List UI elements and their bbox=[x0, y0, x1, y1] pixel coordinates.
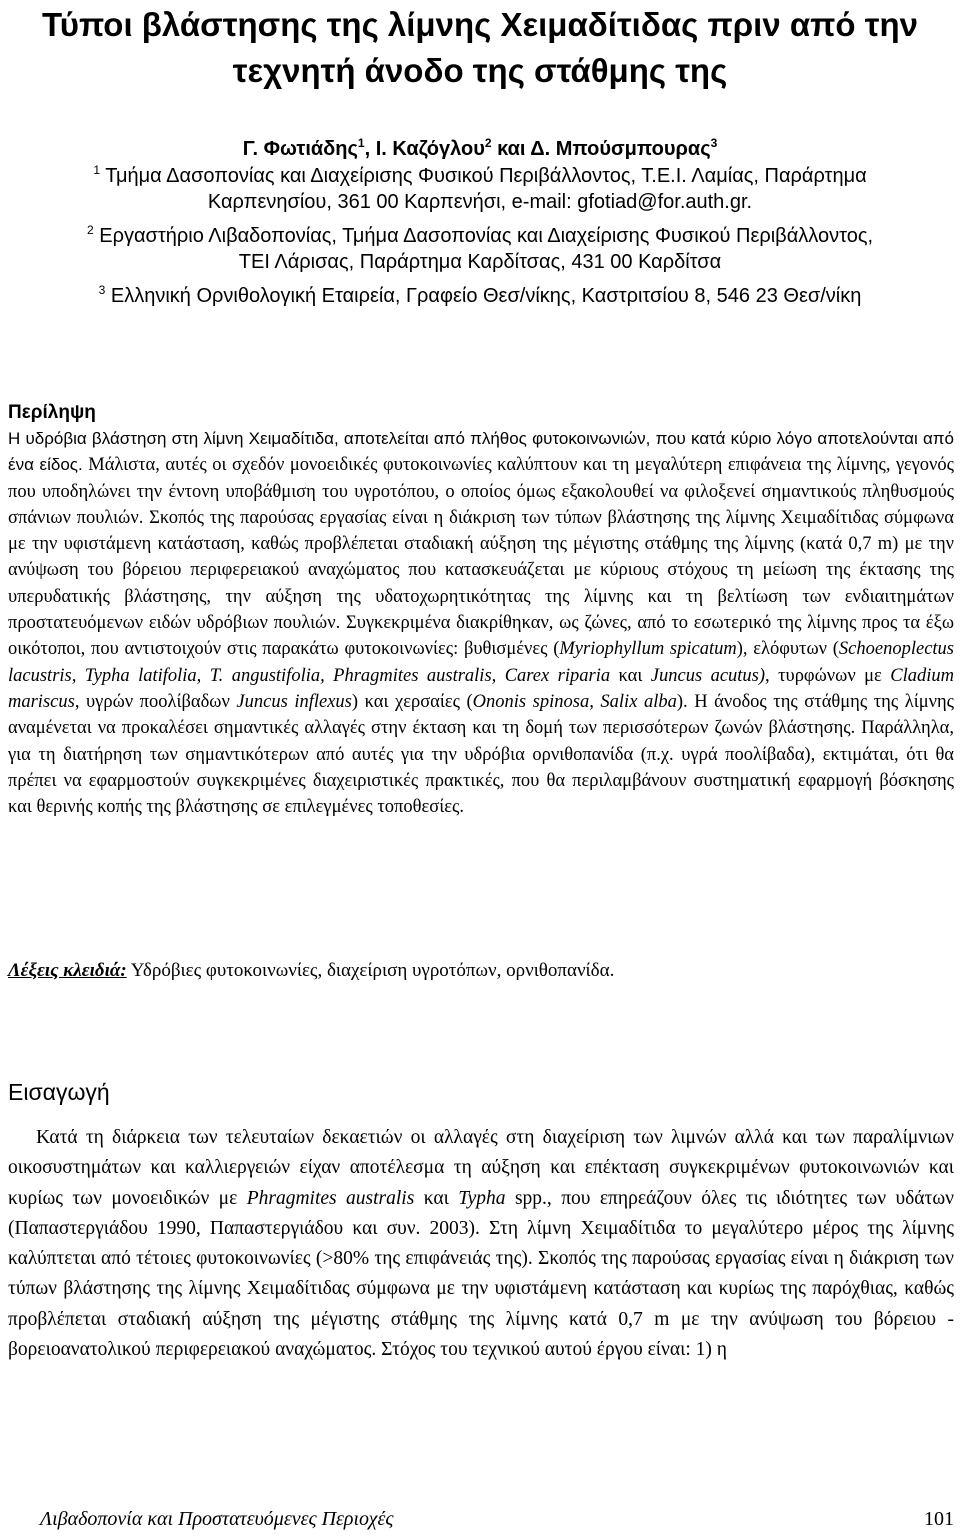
abstract-text-6: ) και χερσαίες ( bbox=[351, 691, 473, 712]
species-name: Phragmites australis bbox=[246, 1187, 415, 1209]
species-name: Myriophyllum spicatum bbox=[559, 639, 737, 660]
affiliation-2-mark: 2 bbox=[86, 223, 94, 237]
page-number: 101 bbox=[924, 1508, 954, 1530]
intro-text-3: spp., που επηρεάζουν όλες τις ιδιότητες των υδάτων (Παπαστεργιάδου 1990, Παπαστεργιάδου και συν. 2003). Στη λίμνη Χειμαδίτιδα το μεγαλύτερο μέρος της λίμνης καλύπτεται από τέτοιες φυτοκοινωνίες (>80% της επιφάνειάς της). Σκοπός της παρούσας εργασίας είναι η διάκριση των τύπων βλάστησης της λίμνης Χειμαδίτιδας σύμφωνα με την υφιστάμενη κατάσταση και κυρίως της παρόχθιας, καθώς προβλέπεται σταδιακή αύξηση της μέγιστης στάθμης της λίμνης κατά 0,7 m με την ανύψωση του βόρειου - βορειοανατολικού περιφερειακού αναχώματος. Στόχος του τεχνικού αυτού έργου είναι: 1) η bbox=[8, 1187, 954, 1361]
affiliation-3 bbox=[0, 283, 960, 309]
journal-name: Λιβαδοπονία και Προστατευόμενες Περιοχές bbox=[40, 1508, 394, 1530]
affiliation-1-mark: 1 bbox=[93, 163, 101, 177]
keywords-label: Λέξεις κλειδιά: bbox=[8, 960, 127, 981]
introduction-body bbox=[8, 1123, 954, 1365]
author-1: Γ. Φωτιάδης bbox=[242, 138, 358, 160]
abstract-text-1: Μάλιστα, αυτές οι σχεδόν μονοειδικές φυτοκοινωνίες καλύπτουν και τη μεγαλύτερη επιφάνεια της λίμνης, γεγονός που υποδηλώνει την έντονη υποβάθμιση του υγροτόπου, ο οποίος όμως εξακολουθεί να φιλοξενεί σημαντικούς πληθυσμούς σπάνιων πουλιών. Σκοπός της παρούσας εργασίας είναι η διάκριση των τύπων βλάστησης της λίμνης Χειμαδίτιδας σύμφωνα με την υφιστάμενη κατάσταση, καθώς προβλέπεται σταδιακή αύξηση της μέγιστης στάθμης της λίμνης (κατά 0,7 m) με την ανύψωση του βόρειου περιφερειακού αναχώματος που κατασκευάζεται με κύριους στόχους τη μείωση της έκτασης της υπερυδατικής βλάστησης, την αύξηση της υδατοχωρητικότητας της λίμνης και τη βελτίωση των ενδιαιτημάτων προστατευόμενων ειδών υδρόβιων πουλιών. Συγκεκριμένα διακρίθηκαν, ως ζώνες, από το εσωτερικό της λίμνης προς τα έξω οικότοποι, που αντιστοιχούν στις παρακάτω φυτοκοινωνίες: βυθισμένες ( bbox=[8, 455, 955, 660]
author-1-affiliation-mark: 1 bbox=[357, 136, 365, 150]
title-line-1: Τύποι βλάστησης της λίμνης Χειμαδίτιδας πριν από την bbox=[42, 6, 918, 43]
species-name: Juncus inflexus bbox=[236, 691, 352, 712]
species-name: Schoenoplectus lacustris, Typha latifolia, T. angustifolia, Phragmites australis, Carex riparia bbox=[8, 639, 954, 686]
author-list bbox=[0, 136, 960, 162]
species-name: Ononis spinosa, Salix alba bbox=[472, 691, 677, 712]
species-name: Cladium mariscus bbox=[8, 665, 954, 712]
abstract-text-4: , τυρφώνων με bbox=[765, 665, 891, 686]
affiliation-1-line-1: Τμήμα Δασοπονίας και Διαχείρισης Φυσικού Περιβάλλοντος, Τ.Ε.Ι. Λαμίας, Παράρτημα bbox=[100, 165, 867, 187]
species-name: Juncus acutus) bbox=[650, 665, 766, 686]
affiliation-3-line-1: Ελληνική Ορνιθολογική Εταιρεία, Γραφείο Θεσ/νίκης, Καστριτσίου 8, 546 23 Θεσ/νίκη bbox=[105, 285, 862, 307]
author-2-affiliation-mark: 2 bbox=[484, 136, 492, 150]
author-3: και Δ. Μπούσμπουρας bbox=[491, 138, 711, 160]
keywords-text: Υδρόβιες φυτοκοινωνίες, διαχείριση υγροτόπων, ορνιθοπανίδα. bbox=[126, 960, 615, 981]
abstract-text-3: και bbox=[610, 665, 651, 686]
affiliation-1 bbox=[0, 163, 960, 215]
affiliation-3-mark: 3 bbox=[98, 283, 106, 297]
intro-text-1: Κατά τη διάρκεια των τελευταίων δεκαετιών οι αλλαγές στη διαχείριση των λιμνών αλλά και των παραλίμνιων οικοσυστημάτων και καλλιεργειών είχαν αποτέλεσμα τη αύξηση και επέκταση συγκεκριμένων φυτοκοινωνιών και κυρίως των μονοειδικών με bbox=[8, 1127, 954, 1209]
affiliation-2-line-1: Εργαστήριο Λιβαδοπονίας, Τμήμα Δασοπονίας και Διαχείρισης Φυσικού Περιβάλλοντος, bbox=[93, 225, 874, 247]
species-name: Typha bbox=[458, 1187, 506, 1209]
abstract-body bbox=[8, 426, 954, 820]
intro-text-2: και bbox=[414, 1187, 459, 1209]
abstract-text-2: ), ελόφυτων ( bbox=[736, 639, 839, 660]
affiliation-2 bbox=[0, 223, 960, 275]
abstract-text-7: ). Η άνοδος της στάθμης της λίμνης αναμένεται να προκαλέσει σημαντικές αλλαγές στην έκταση και τη δομή των περισσότερων ζωνών βλάστησης. Παράλληλα, για τη διατήρηση των σημαντικότερων από αυτές για την υδρόβια ορνιθοπανίδα (π.χ. υγρά ποολίβαδα), εκτιμάται, ότι θα πρέπει να εφαρμοστούν συγκεκριμένες διαχειριστικές πρακτικές, που θα περιλαμβάνουν συστηματική εφαρμογή βόσκησης και θερινής κοπής της βλάστησης σε επιλεγμένες τοποθεσίες. bbox=[8, 691, 954, 818]
author-3-affiliation-mark: 3 bbox=[710, 136, 718, 150]
keywords bbox=[8, 958, 954, 984]
author-2: , Ι. Καζόγλου bbox=[364, 138, 485, 160]
abstract-text-5: , υγρών ποολίβαδων bbox=[74, 691, 237, 712]
introduction-heading: Εισαγωγή bbox=[8, 1079, 110, 1105]
affiliation-1-line-2: Καρπενησίου, 361 00 Καρπενήσι, e-mail: gfotiad@for.auth.gr. bbox=[207, 191, 753, 213]
paper-title bbox=[0, 2, 960, 94]
abstract-sentence-1: Η υδρόβια βλάστηση στη λίμνη Χειμαδίτιδα, αποτελείται από πλήθος φυτοκοινωνιών, που κατά κύριο λόγο αποτελούνται από ένα είδος. bbox=[8, 429, 954, 475]
abstract-heading: Περίληψη bbox=[8, 402, 96, 423]
title-line-2: τεχνητή άνοδο της στάθμης της bbox=[232, 52, 728, 89]
affiliation-2-line-2: ΤΕΙ Λάρισας, Παράρτημα Καρδίτσας, 431 00 Καρδίτσα bbox=[238, 251, 722, 273]
